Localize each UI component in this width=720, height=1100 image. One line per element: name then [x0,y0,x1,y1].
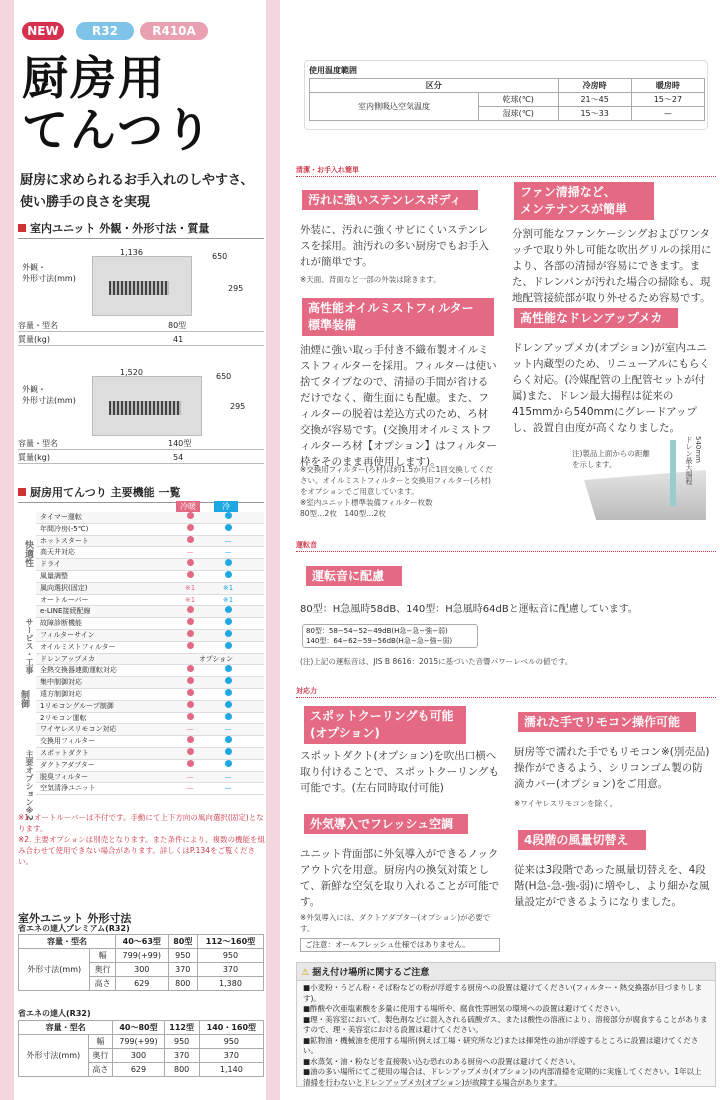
heading-maintenance: ファン清掃など、 メンテナンスが簡単 [514,182,654,220]
function-row [36,713,264,725]
support-dot [216,630,240,641]
support-dot [178,630,202,641]
support-value: — [224,725,232,734]
function-name: 脱臭フィルター [40,772,89,781]
function-row [36,583,264,595]
support-dot [216,665,240,676]
text-maintenance: 分割可能なファンケーシングおよびワンタッチで取り外し可能な吹出グリルの採用により、各部の清掃が容易にできます。また、ドレンパンが汚れた場合の掃除も、現地配管接続部が取り外せるため容易です。 [512,228,712,304]
heading-drain: 高性能なドレンアップメカ [514,308,678,328]
support-dot [178,642,202,653]
support-dot-icon [187,630,194,637]
support-dot-icon [187,559,194,566]
function-name: 風向選択(固定) [40,583,88,592]
support-value: ※1 [184,583,196,592]
text-sound: 80型：H急風時58dB、140型：H急風時64dBと運転音に配慮しています。 [300,604,638,615]
support-dot [178,760,202,771]
function-name: e-LINE接続配線 [40,607,91,616]
indoor-dim-label-2: 外観・ 外形寸法(mm) [22,385,76,405]
function-name: タイマー運転 [40,513,82,521]
warning-item: ■水蒸気・油・粉などを直接吸い込む恐れのある厨房への設置は避けてください。 [303,1056,581,1066]
support-value: ※1 [184,595,196,604]
col-cool-only: 冷 [214,501,238,512]
support-value: — [186,772,194,781]
support-dot-icon [187,571,194,578]
support-dot-icon [225,559,232,566]
support-dot [178,701,202,712]
note-oil-filter: ※交換用フィルター(ろ材)は約1.5か月に1回交換してください。オイルミストフィルターと交換用フィルター(ろ材)をオプションでご用意しています。 ※室内ユニット標準装備フィルター枚数 80型…2枚 140型…2枚 [300,465,493,518]
dim-depth-2: 650 [216,372,232,381]
heading-spot-cooling: スポットクーリングも可能 (オプション) [304,706,466,744]
intro-text: 厨房に求められるお手入れのしやすさ、 使い勝手の良さを実現 [20,173,254,210]
support-dot [216,524,240,535]
support-dot-icon [187,713,194,720]
function-row [36,642,264,654]
function-row [36,783,264,795]
support-dot-icon [225,571,232,578]
text-stainless: 外装に、汚れに強くサビにくいステンレスを採用。油汚れの多い厨房でもお手入れが簡単です。 [300,224,489,268]
outdoor-t2-name: 省エネの達人(R32) [18,1009,91,1018]
function-name: 年間冷房(-5℃) [40,524,89,533]
warning-list [297,981,715,1090]
dim-height-2: 295 [230,402,246,411]
function-row [36,524,264,536]
function-row [36,559,264,571]
col-heat-pump: 冷暖 [176,501,200,512]
cat-service: サービス・工事 [25,618,34,674]
support-dot-icon [225,606,232,613]
sound-values-box: 80型：58−54−52−49dB(H急−急−強−弱) 140型：64−62−59−56dB(H急−急−強−弱) [302,624,478,648]
indoor-unit-80-image [92,256,192,316]
function-row [36,630,264,642]
note-sound: (注)上記の運転音は、JIS B 8616：2015に基づいた音響パワーレベルの値です。 [300,657,573,666]
function-row [36,536,264,548]
temp-title: 使用温度範囲 [309,66,357,75]
function-row [36,571,264,583]
warning-item: ■小麦粉・うどん粉・そば粉などの粉が浮遊する厨房への設置は避けてください(フィルター・熱交換器が目づまりします)。 [303,983,703,1003]
note-fresh-air: ※外気導入には、ダクトアダプター(オプション)が必要です。 [300,913,491,933]
support-dot [216,606,240,617]
support-dot [178,748,202,759]
support-dot-icon [187,642,194,649]
function-name: オートルーバー [40,595,89,604]
drain-dim-label: 540mm ドレン最大揚程 [685,436,702,485]
support-value: — [186,784,194,793]
support-value: — [224,548,232,557]
warning-title: ⚠ 据え付け場所に関するご注意 [297,963,715,981]
support-dot [216,618,240,629]
installation-warning [296,962,716,1087]
support-dot [216,512,240,523]
support-dot-icon [225,748,232,755]
support-dot-icon [187,524,194,531]
support-dot [216,677,240,688]
support-dot [216,748,240,759]
outdoor-table-1: 容量・型名 40〜63型 80型 112〜160型 外形寸法(mm) 幅 799(+99) 950 950 奥行 300 370 370 高さ 629 800 1,380 [18,934,264,991]
tag-clean: 清潔・お手入れ簡単 [296,165,716,177]
drain-pipe [670,440,676,506]
heading-stainless: 汚れに強いステンレスボディ [302,190,478,210]
support-dot [178,536,202,547]
spec-row-mass-2: 質量(kg) 54 [18,452,264,464]
outdoor-t1-name: 省エネの達人プレミアム(R32) [18,924,130,933]
support-dot [216,559,240,570]
support-dot-icon [225,736,232,743]
support-dot [178,512,202,523]
function-row [36,512,264,524]
function-row [36,772,264,784]
support-value: — [186,548,194,557]
function-name: 1リモコングループ制御 [40,701,114,710]
support-dot [178,713,202,724]
support-dot-icon [187,677,194,684]
support-dot-icon [187,512,194,519]
support-value: — [224,772,232,781]
spec-row-model: 容量・型名 80型 [18,320,264,332]
support-dot-icon [225,630,232,637]
support-dot-icon [187,689,194,696]
support-dot [178,689,202,700]
function-name: 遠方制御対応 [40,690,82,698]
function-name: ダクトアダプター [40,760,95,769]
warning-item: ■油の多い場所にてご使用の場合は、ドレンアップメカ(オプション)の内部清掃を定期的に実施してください。1年以上清掃を行わないとドレンアップメカ(オプション)が故障する場合があります。 [303,1067,702,1087]
support-dot [178,559,202,570]
function-row [36,677,264,689]
support-value: — [224,784,232,793]
dim-width-2: 1,520 [120,368,143,377]
function-row [36,748,264,760]
support-value: ※1 [222,595,234,604]
support-dot-icon [225,701,232,708]
support-dot [216,701,240,712]
heading-sound: 運転音に配慮 [306,566,402,586]
support-dot [178,571,202,582]
function-name: ワイヤレスリモコン対応 [40,725,117,734]
function-name: ドライ [40,560,61,569]
function-name: 高天井対応 [40,548,75,557]
outdoor-section-title: 室外ユニット 外形寸法 [18,912,132,925]
support-dot-icon [225,524,232,531]
support-dot [216,760,240,771]
support-dot [216,689,240,700]
indoor-dim-label: 外観・ 外形寸法(mm) [22,263,76,283]
support-value: オプション [198,654,234,663]
indoor-unit-140-image [92,376,202,436]
support-dot-icon [187,760,194,767]
support-value: ※1 [222,583,234,592]
function-name: オイルミストフィルター [40,642,116,651]
function-name: ホットスタート [40,536,89,545]
support-dot [216,571,240,582]
function-name: 2リモコン運転 [40,713,87,722]
support-dot [178,736,202,747]
support-dot-icon [225,713,232,720]
dim-depth: 650 [212,252,228,261]
warning-item: ■理・美容室において、製色剤などに混入される硫酸ガス、または酸性の溶液により、溶接部分が腐食することがありますので、理・美容室における設置は避けてください。 [303,1014,708,1034]
function-name: 風量調整 [40,572,68,580]
function-name: 全熱交換器連動運転対応 [40,666,117,675]
support-dot [178,606,202,617]
tag-sound: 運転音 [296,540,716,552]
heading-fan-speed: 4段階の風量切替え [518,830,646,850]
fresh-air-caution: ご注意：オールフレッシュ仕様ではありません。 [300,938,500,952]
text-spot-cooling: スポットダクト(オプション)を吹出口横へ取り付けることで、スポットクーリングも可能です。(左右同時取付可能) [300,750,499,794]
support-dot-icon [225,618,232,625]
support-dot-icon [187,748,194,755]
spec-row-mass: 質量(kg) 41 [18,334,264,346]
new-badge: NEW [22,22,64,40]
function-name: 集中制御対応 [40,678,82,687]
support-dot-icon [225,677,232,684]
support-dot-icon [225,760,232,767]
support-dot-icon [187,606,194,613]
warning-item: ■鉱物油・機械油を使用する場所(例えば工場・研究所など)または揮発性の油が浮遊するところに設置は避けてください。 [303,1035,699,1055]
support-dot [178,665,202,676]
function-row [36,665,264,677]
function-row [36,724,264,736]
outdoor-table-2: 容量・型名 40〜80型 112型 140・160型 外形寸法(mm) 幅 799(+99) 950 950 奥行 300 370 370 高さ 629 800 1,140 [18,1020,264,1077]
fn-note-2: ※2. 主要オプションは別売となります。また条件により、複数の機能を組み合わせて使用できない場合があります。詳しくはP.134をご覧ください。 [18,835,266,866]
r32-badge: R32 [76,22,134,40]
note-drain: 注)製品上面からの距離を示します。 [572,449,650,469]
fn-note-1: ※1. オートルーバーは不付です。手動にて上下方向の風向選択(固定)となります。 [18,813,264,833]
support-dot-icon [225,642,232,649]
support-dot-icon [225,689,232,696]
r410a-badge: R410A [140,22,208,40]
heading-wet-hands: 濡れた手でリモコン操作可能 [518,712,696,732]
function-row [36,547,264,559]
function-row [36,606,264,618]
support-dot-icon [187,736,194,743]
cat-options: 主要オプション※2 [25,750,34,821]
support-dot-icon [187,618,194,625]
support-dot [216,736,240,747]
support-dot-icon [225,512,232,519]
functions-section-title: 厨房用てんつり 主要機能 一覧 [18,484,264,503]
function-row [36,701,264,713]
function-name: スポットダクト [40,749,89,757]
text-fan-speed: 従来は3段階であった風量切替えを、4段階(H急-急-強-弱)に増やし、より細かな風量設定ができるようになりました。 [514,864,710,908]
note-stainless: ※天面、背面など一部の外装は除きます。 [300,275,441,284]
temp-table: 区分 冷房時 暖房時 室内側吸込空気温度 乾球(℃) 21〜45 15〜27 湿球(℃) 15〜33 — [309,78,705,121]
support-value: — [224,536,232,545]
function-name: 故障診断機能 [40,619,82,628]
function-row [36,654,264,666]
support-value: — [186,725,194,734]
temp-range-box [304,60,708,130]
tag-responsiveness: 対応力 [296,686,716,698]
support-dot-icon [225,665,232,672]
function-name: フィルターサイン [40,631,95,639]
cat-comfort: 快適性 [23,540,33,567]
text-oil-filter: 油煙に強い取っ手付き不織布製オイルミストフィルターを採用。フィルターは使い捨てタイプなので、清掃の手間が省けるだけでなく、衛生面にも配慮。また、フィルターの脱着は差込方式のため、ろ材交換が容易です。(交換用オイルミストフィルターろ材【オプション】はフィルター枠をそのまま再使用します)。 [300,344,497,468]
support-dot [216,642,240,653]
support-dot [216,713,240,724]
heading-fresh-air: 外気導入でフレッシュ空調 [304,814,468,834]
support-dot-icon [187,536,194,543]
warning-item: ■酢酸や次亜塩素酸を多量に使用する場所や、腐食性雰囲気の環境への設置は避けてください。 [303,1004,625,1013]
text-fresh-air: ユニット背面部に外気導入ができるノックアウト穴を用意。厨房内の換気対策として、新鮮な空気を取り入れることが可能です。 [300,848,500,908]
spec-row-model-2: 容量・型名 140型 [18,438,264,450]
support-dot [178,618,202,629]
dim-width: 1,136 [120,248,143,257]
function-row [36,618,264,630]
right-column [296,0,716,1100]
support-dot-icon [187,665,194,672]
cat-control: 制御 [19,690,29,708]
function-name: ドレンアップメカ [40,654,96,663]
text-wet-hands: 厨房等で濡れた手でもリモコン※(別売品)操作ができるよう、シリコンゴム製の防滴カバー(オプション)をご用意。 [514,746,710,790]
indoor-section-title: 室内ユニット 外観・外形寸法・質量 [18,220,264,239]
function-row [36,689,264,701]
function-name: 交換用フィルター [40,737,96,746]
warning-icon: ⚠ [301,968,310,978]
function-name: 空気清浄ユニット [40,784,96,793]
note-wet-hands: ※ワイヤレスリモコンを除く。 [514,799,618,808]
function-row [36,760,264,772]
page-title: 厨房用 てんつり [22,51,214,157]
heading-oil-filter: 高性能オイルミストフィルター 標準装備 [302,298,494,336]
function-row [36,595,264,607]
support-dot [178,524,202,535]
support-dot-icon [187,701,194,708]
function-row [36,736,264,748]
text-drain: ドレンアップメカ(オプション)が室内ユニット内蔵型のため、リニューアルにもらくらく対応。(冷媒配管の上配管セットが付属)また、ドレン最大揚程は従来の415mmから540mmにグレードアップし、設置自由度が高くなりました。 [512,342,710,434]
support-dot [178,677,202,688]
dim-height: 295 [228,284,244,293]
